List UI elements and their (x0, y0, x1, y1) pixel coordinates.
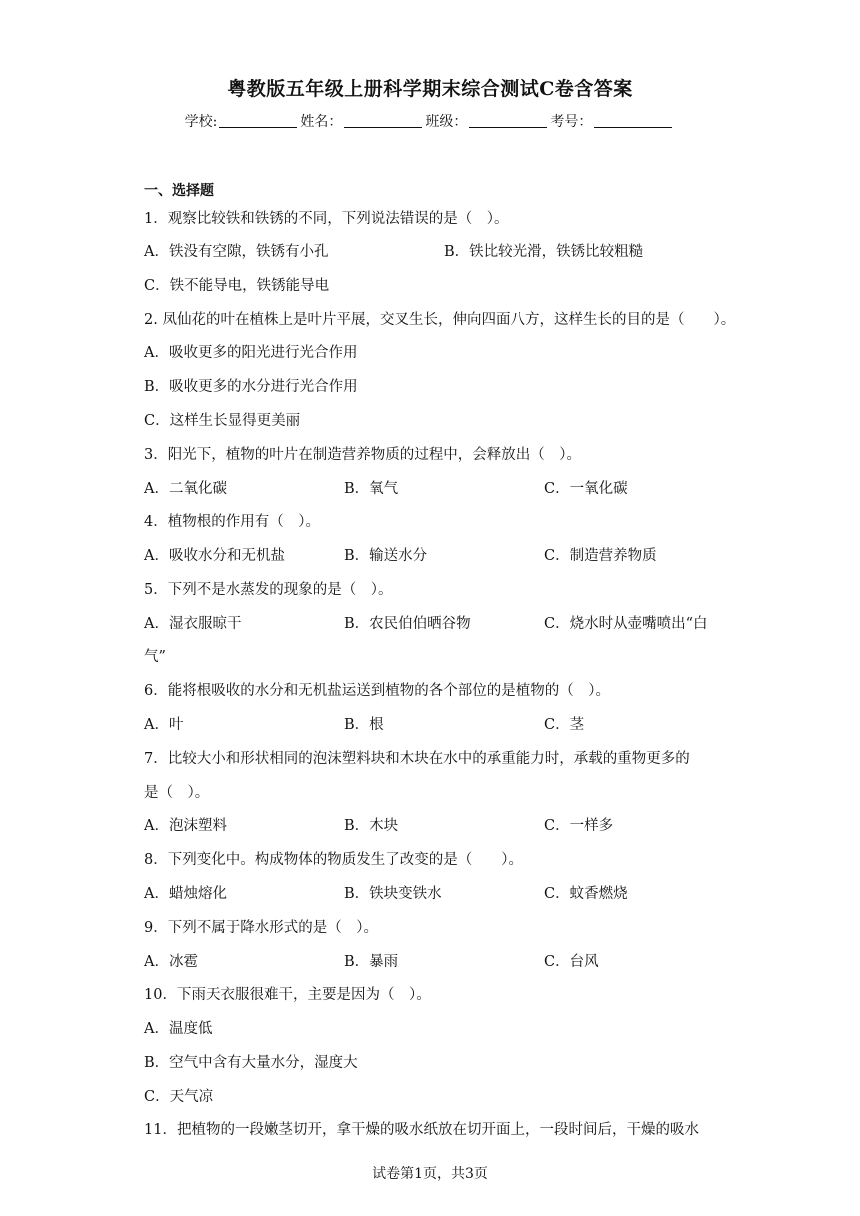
question-7: 7．比较大小和形状相同的泡沫塑料块和木块在水中的承重能力时，承载的重物更多的 (144, 751, 690, 767)
question-3-option-c: C．一氧化碳 (544, 481, 628, 497)
question-6: 6．能将根吸收的水分和无机盐运送到植物的各个部位的是植物的（ ）。 (144, 683, 610, 699)
exam-number-label: 考号： (550, 114, 593, 130)
question-1-option-a: A．铁没有空隙，铁锈有小孔 (144, 244, 329, 260)
question-8-option-a: A．蜡烛熔化 (144, 886, 227, 902)
question-4-option-b: B．输送水分 (344, 548, 428, 564)
question-1: 1．观察比较铁和铁锈的不同，下列说法错误的是（ ）。 (144, 211, 509, 227)
class-blank (469, 113, 547, 128)
class-field (425, 111, 550, 131)
question-7-continuation: 是（ ）。 (144, 785, 210, 801)
question-5-option-b: B．农民伯伯晒谷物 (344, 616, 471, 632)
question-3-option-a: A．二氧化碳 (144, 481, 227, 497)
name-blank (344, 113, 422, 128)
question-10-option-b: B．空气中含有大量水分，湿度大 (144, 1055, 358, 1071)
school-blank (219, 113, 297, 128)
question-9-option-a: A．冰雹 (144, 954, 198, 970)
question-8-option-b: B．铁块变铁水 (344, 886, 442, 902)
question-7-option-c: C．一样多 (544, 818, 614, 834)
name-label: 姓名： (300, 114, 343, 130)
question-8: 8．下列变化中。构成物体的物质发生了改变的是（ ）。 (144, 852, 523, 868)
class-label: 班级： (425, 114, 468, 130)
exam-number-blank (594, 113, 672, 128)
question-6-option-a: A．叶 (144, 717, 184, 733)
question-9: 9．下列不属于降水形式的是（ ）。 (144, 920, 378, 936)
school-label: 学校: (184, 114, 218, 130)
question-9-option-b: B．暴雨 (344, 954, 399, 970)
question-7-option-b: B．木块 (344, 818, 399, 834)
page-title: 粤教版五年级上册科学期末综合测试C卷含答案 (227, 78, 633, 100)
question-1-option-b: B．铁比较光滑，铁锈比较粗糙 (444, 244, 644, 260)
name-field (300, 111, 425, 131)
question-6-option-c: C．茎 (544, 717, 585, 733)
question-7-option-a: A．泡沫塑料 (144, 818, 227, 834)
student-info-line (0, 111, 860, 131)
exam-number-field (550, 111, 675, 131)
question-8-option-c: C．蚊香燃烧 (544, 886, 628, 902)
page-footer: 试卷第1页，共3页 (372, 1166, 488, 1182)
question-2-option-b: B．吸收更多的水分进行光合作用 (144, 379, 358, 395)
question-1-option-c: C．铁不能导电，铁锈能导电 (144, 278, 330, 294)
question-4-option-c: C．制造营养物质 (544, 548, 657, 564)
question-3: 3．阳光下，植物的叶片在制造营养物质的过程中，会释放出（ ）。 (144, 447, 581, 463)
question-10: 10．下雨天衣服很难干，主要是因为（ ）。 (144, 987, 431, 1003)
question-11: 11．把植物的一段嫩茎切开，拿干燥的吸水纸放在切开面上，一段时间后，干燥的吸水 (144, 1122, 699, 1138)
question-5: 5．下列不是水蒸发的现象的是（ ）。 (144, 582, 393, 598)
question-6-option-b: B．根 (344, 717, 384, 733)
school-field (185, 111, 301, 131)
question-3-option-b: B．氧气 (344, 481, 399, 497)
section-heading: 一、选择题 (144, 183, 214, 199)
question-2-option-a: A．吸收更多的阳光进行光合作用 (144, 345, 358, 361)
question-10-option-a: A．温度低 (144, 1021, 213, 1037)
question-10-option-c: C．天气凉 (144, 1089, 214, 1105)
question-4: 4．植物根的作用有（ ）。 (144, 514, 320, 530)
question-5-option-a: A．湿衣服晾干 (144, 616, 242, 632)
question-5-option-c: C．烧水时从壶嘴喷出“白 (544, 616, 708, 632)
question-5-option-c-continuation: 气” (144, 649, 166, 665)
question-9-option-c: C．台风 (544, 954, 599, 970)
question-4-option-a: A．吸收水分和无机盐 (144, 548, 285, 564)
question-2: 2. 凤仙花的叶在植株上是叶片平展，交叉生长，伸向四面八方，这样生长的目的是（ ）。 (144, 312, 736, 328)
question-2-option-c: C．这样生长显得更美丽 (144, 413, 301, 429)
